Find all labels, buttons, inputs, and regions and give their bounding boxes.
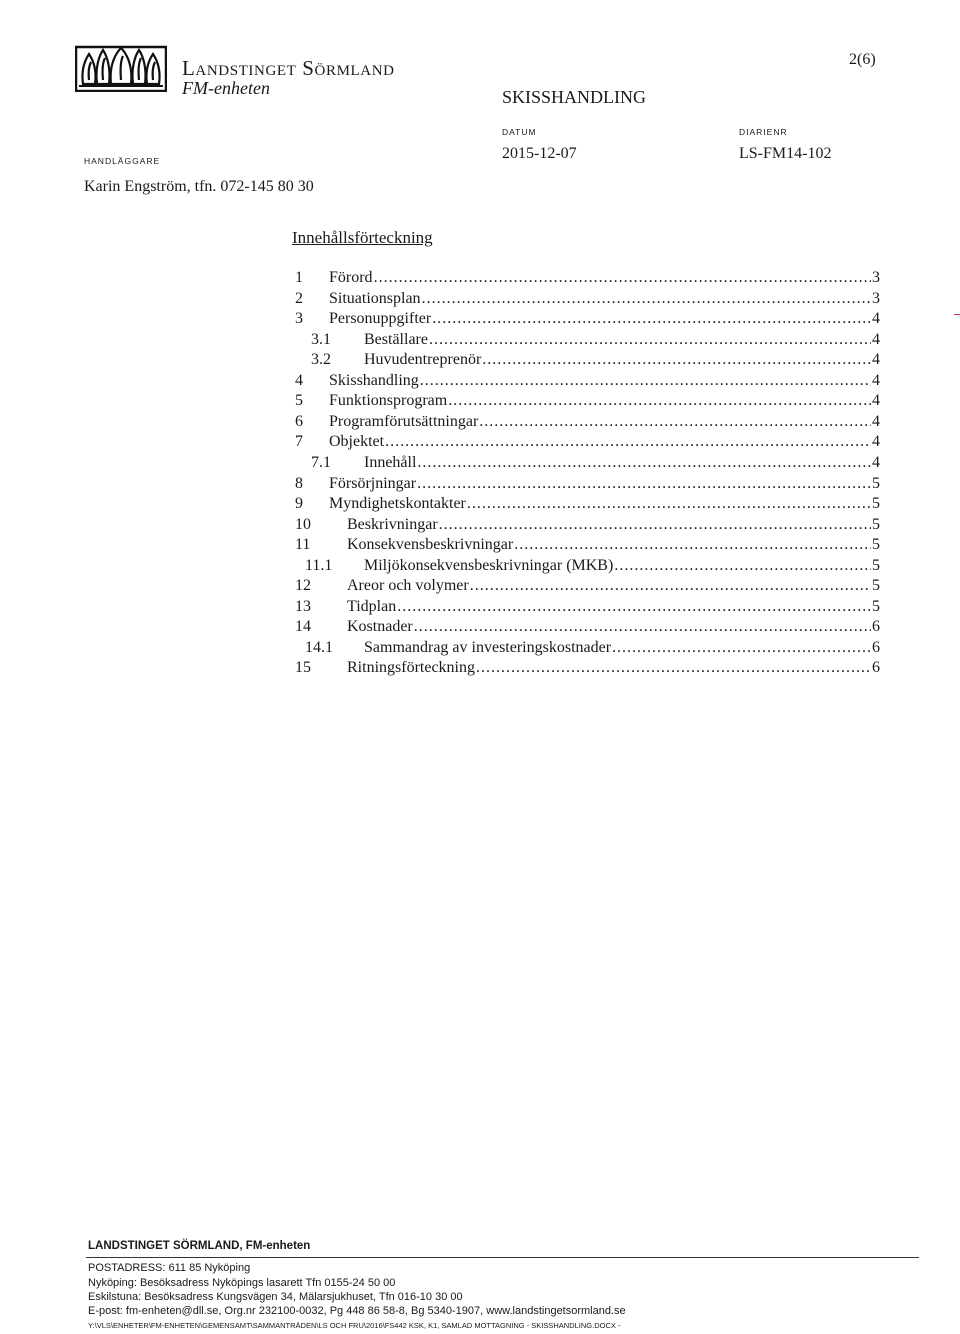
footer-nykoping: Nyköping: Besöksadress Nyköpings lasarett Tfn 0155-24 50 00 <box>88 1277 396 1289</box>
toc-title: Innehållsförteckning <box>292 228 433 247</box>
toc-entry-page: 6 <box>872 638 880 656</box>
toc-entry-page: 5 <box>872 597 880 615</box>
toc-leader-dots <box>432 309 871 329</box>
toc-entry-title: Funktionsprogram <box>329 392 448 410</box>
toc-entry-number: 14 <box>295 618 311 636</box>
toc-entry[interactable] <box>295 494 880 514</box>
toc-leader-dots <box>374 268 871 288</box>
page-number: 2(6) <box>849 51 876 68</box>
toc-leader-dots <box>429 330 871 350</box>
toc-entry-title: Huvudentreprenör <box>364 351 482 369</box>
toc-entry-page: 4 <box>872 453 880 471</box>
toc-entry[interactable] <box>295 412 880 432</box>
toc-entry[interactable] <box>295 474 880 494</box>
toc-entry[interactable] <box>295 432 880 452</box>
toc-entry-page: 3 <box>872 289 880 307</box>
toc-entry-number: 15 <box>295 659 311 677</box>
toc-leader-dots <box>417 453 871 473</box>
toc-entry[interactable] <box>295 289 880 309</box>
toc-entry-number: 4 <box>295 371 303 389</box>
toc-entry[interactable] <box>311 453 880 473</box>
toc-entry-title: Kostnader <box>347 618 413 636</box>
toc-entry-number: 1 <box>295 269 303 286</box>
toc-entry[interactable] <box>295 535 880 555</box>
toc-entry[interactable] <box>295 391 880 411</box>
toc-entry-page: 6 <box>872 618 880 636</box>
toc-entry[interactable] <box>295 597 880 617</box>
toc-leader-dots <box>439 515 871 535</box>
toc-entry-title: Situationsplan <box>329 289 421 307</box>
diarienr-label: DIARIENR <box>739 127 788 137</box>
toc-entry-title: Konsekvensbeskrivningar <box>347 536 514 554</box>
toc-entry[interactable] <box>295 268 880 288</box>
toc-entry-title: Förord <box>329 269 373 286</box>
toc-entry-page: 4 <box>872 310 880 328</box>
toc-leader-dots <box>414 617 871 637</box>
toc-leader-dots <box>422 289 871 309</box>
toc-entry-title: Miljökonsekvensbeskrivningar (MKB) <box>364 556 614 574</box>
toc-leader-dots <box>397 597 871 617</box>
footer-org: LANDSTINGET SÖRMLAND, FM-enheten <box>88 1240 311 1252</box>
toc-entry-title: Innehåll <box>364 453 417 471</box>
toc-entry-number: 3.1 <box>311 330 331 348</box>
toc-entry-title: Tidplan <box>347 597 397 615</box>
toc-entry-title: Ritningsförteckning <box>347 659 475 677</box>
toc-entry[interactable] <box>295 617 880 637</box>
toc-leader-dots <box>514 535 871 555</box>
toc-entry-page: 4 <box>872 392 880 410</box>
toc-leader-dots <box>467 494 871 514</box>
scan-edge-mark <box>954 314 960 315</box>
toc-entry-title: Personuppgifter <box>329 310 432 328</box>
footer-eskilstuna: Eskilstuna: Besöksadress Kungsvägen 34, Mälarsjukhuset, Tfn 016-10 30 00 <box>88 1291 463 1303</box>
toc-entry-page: 5 <box>872 474 880 492</box>
toc-entry-number: 10 <box>295 515 311 533</box>
toc-entry-title: Programförutsättningar <box>329 412 479 430</box>
footer-divider <box>86 1257 919 1258</box>
toc-entry-number: 13 <box>295 597 311 615</box>
handlaggare-label: HANDLÄGGARE <box>84 156 161 166</box>
diarienr-value: LS-FM14-102 <box>739 145 832 162</box>
toc-entry-number: 9 <box>295 495 303 513</box>
datum-label: DATUM <box>502 127 537 137</box>
toc-leader-dots <box>470 576 871 596</box>
toc-entry[interactable] <box>311 330 880 350</box>
toc-leader-dots <box>476 658 871 678</box>
toc-entry-page: 4 <box>872 351 880 369</box>
toc-entry-page: 4 <box>872 371 880 389</box>
toc-entry-page: 5 <box>872 515 880 533</box>
toc-leader-dots <box>612 638 871 658</box>
toc-entry-page: 4 <box>872 330 880 348</box>
datum-value: 2015-12-07 <box>502 145 577 162</box>
toc-entry-title: Sammandrag av investeringskostnader <box>364 638 612 656</box>
toc-entry-number: 3 <box>295 310 303 328</box>
toc-leader-dots <box>448 391 871 411</box>
toc-entry-page: 5 <box>872 495 880 513</box>
toc-entry-page: 5 <box>872 577 880 595</box>
toc-leader-dots <box>417 474 871 494</box>
toc-entry-number: 7.1 <box>311 453 331 471</box>
handlaggare-value: Karin Engström, tfn. 072-145 80 30 <box>84 178 314 195</box>
toc-entry-number: 14.1 <box>305 638 333 656</box>
toc-entry-title: Beskrivningar <box>347 515 438 533</box>
toc-entry-page: 4 <box>872 433 880 451</box>
org-name: Landstinget Sörmland <box>182 56 395 80</box>
toc-entry-title: Försörjningar <box>329 474 417 492</box>
toc-entry-page: 4 <box>872 412 880 430</box>
toc-entry-number: 2 <box>295 289 303 307</box>
toc-entry[interactable] <box>305 556 880 576</box>
toc-entry[interactable] <box>295 658 880 678</box>
toc-entry[interactable] <box>295 576 880 596</box>
toc-entry-title: Myndighetskontakter <box>329 495 466 513</box>
toc-entry-page: 5 <box>872 556 880 574</box>
toc-entry-number: 8 <box>295 474 303 492</box>
org-unit: FM-enheten <box>182 78 270 98</box>
toc-entry-title: Beställare <box>364 330 428 348</box>
toc-entry[interactable] <box>305 638 880 658</box>
toc-leader-dots <box>614 556 871 576</box>
document-type: SKISSHANDLING <box>502 87 647 107</box>
footer-file-path: Y:\VLS\ENHETER\FM-ENHETEN\GEMENSAMT\SAMMANTRÄDEN\LS OCH FRU\2016\FS442 KSK, K1, SAMLAD MOTTAGNING - SKISSHANDLING.DOCX - <box>88 1321 621 1330</box>
toc-entry-number: 5 <box>295 392 303 410</box>
toc-entry-page: 6 <box>872 659 880 677</box>
toc-entry-title: Areor och volymer <box>347 577 469 595</box>
toc-entry-page: 3 <box>872 269 880 286</box>
toc-leader-dots <box>385 432 871 452</box>
footer-contact: E-post: fm-enheten@dll.se, Org.nr 232100-0032, Pg 448 86 58-8, Bg 5340-1907, www.landstingetsormland.se <box>88 1305 626 1317</box>
toc-entry-number: 11 <box>295 536 311 554</box>
toc-entry[interactable] <box>295 309 880 329</box>
toc-entry[interactable] <box>311 350 880 370</box>
toc-entry-number: 12 <box>295 577 311 595</box>
footer-postadress: POSTADRESS: 611 85 Nyköping <box>88 1262 251 1274</box>
toc-leader-dots <box>479 412 871 432</box>
toc-entry-title: Skisshandling <box>329 371 419 389</box>
toc-entry-title: Objektet <box>329 433 385 451</box>
toc-leader-dots <box>420 371 871 391</box>
toc-leader-dots <box>482 350 871 370</box>
toc-entry-number: 11.1 <box>305 556 333 574</box>
toc-entry-number: 6 <box>295 412 303 430</box>
toc-entry-page: 5 <box>872 536 880 554</box>
toc-entry-number: 7 <box>295 433 303 451</box>
toc-entry[interactable] <box>295 515 880 535</box>
toc-entry-number: 3.2 <box>311 351 331 369</box>
toc-entry[interactable] <box>295 371 880 391</box>
